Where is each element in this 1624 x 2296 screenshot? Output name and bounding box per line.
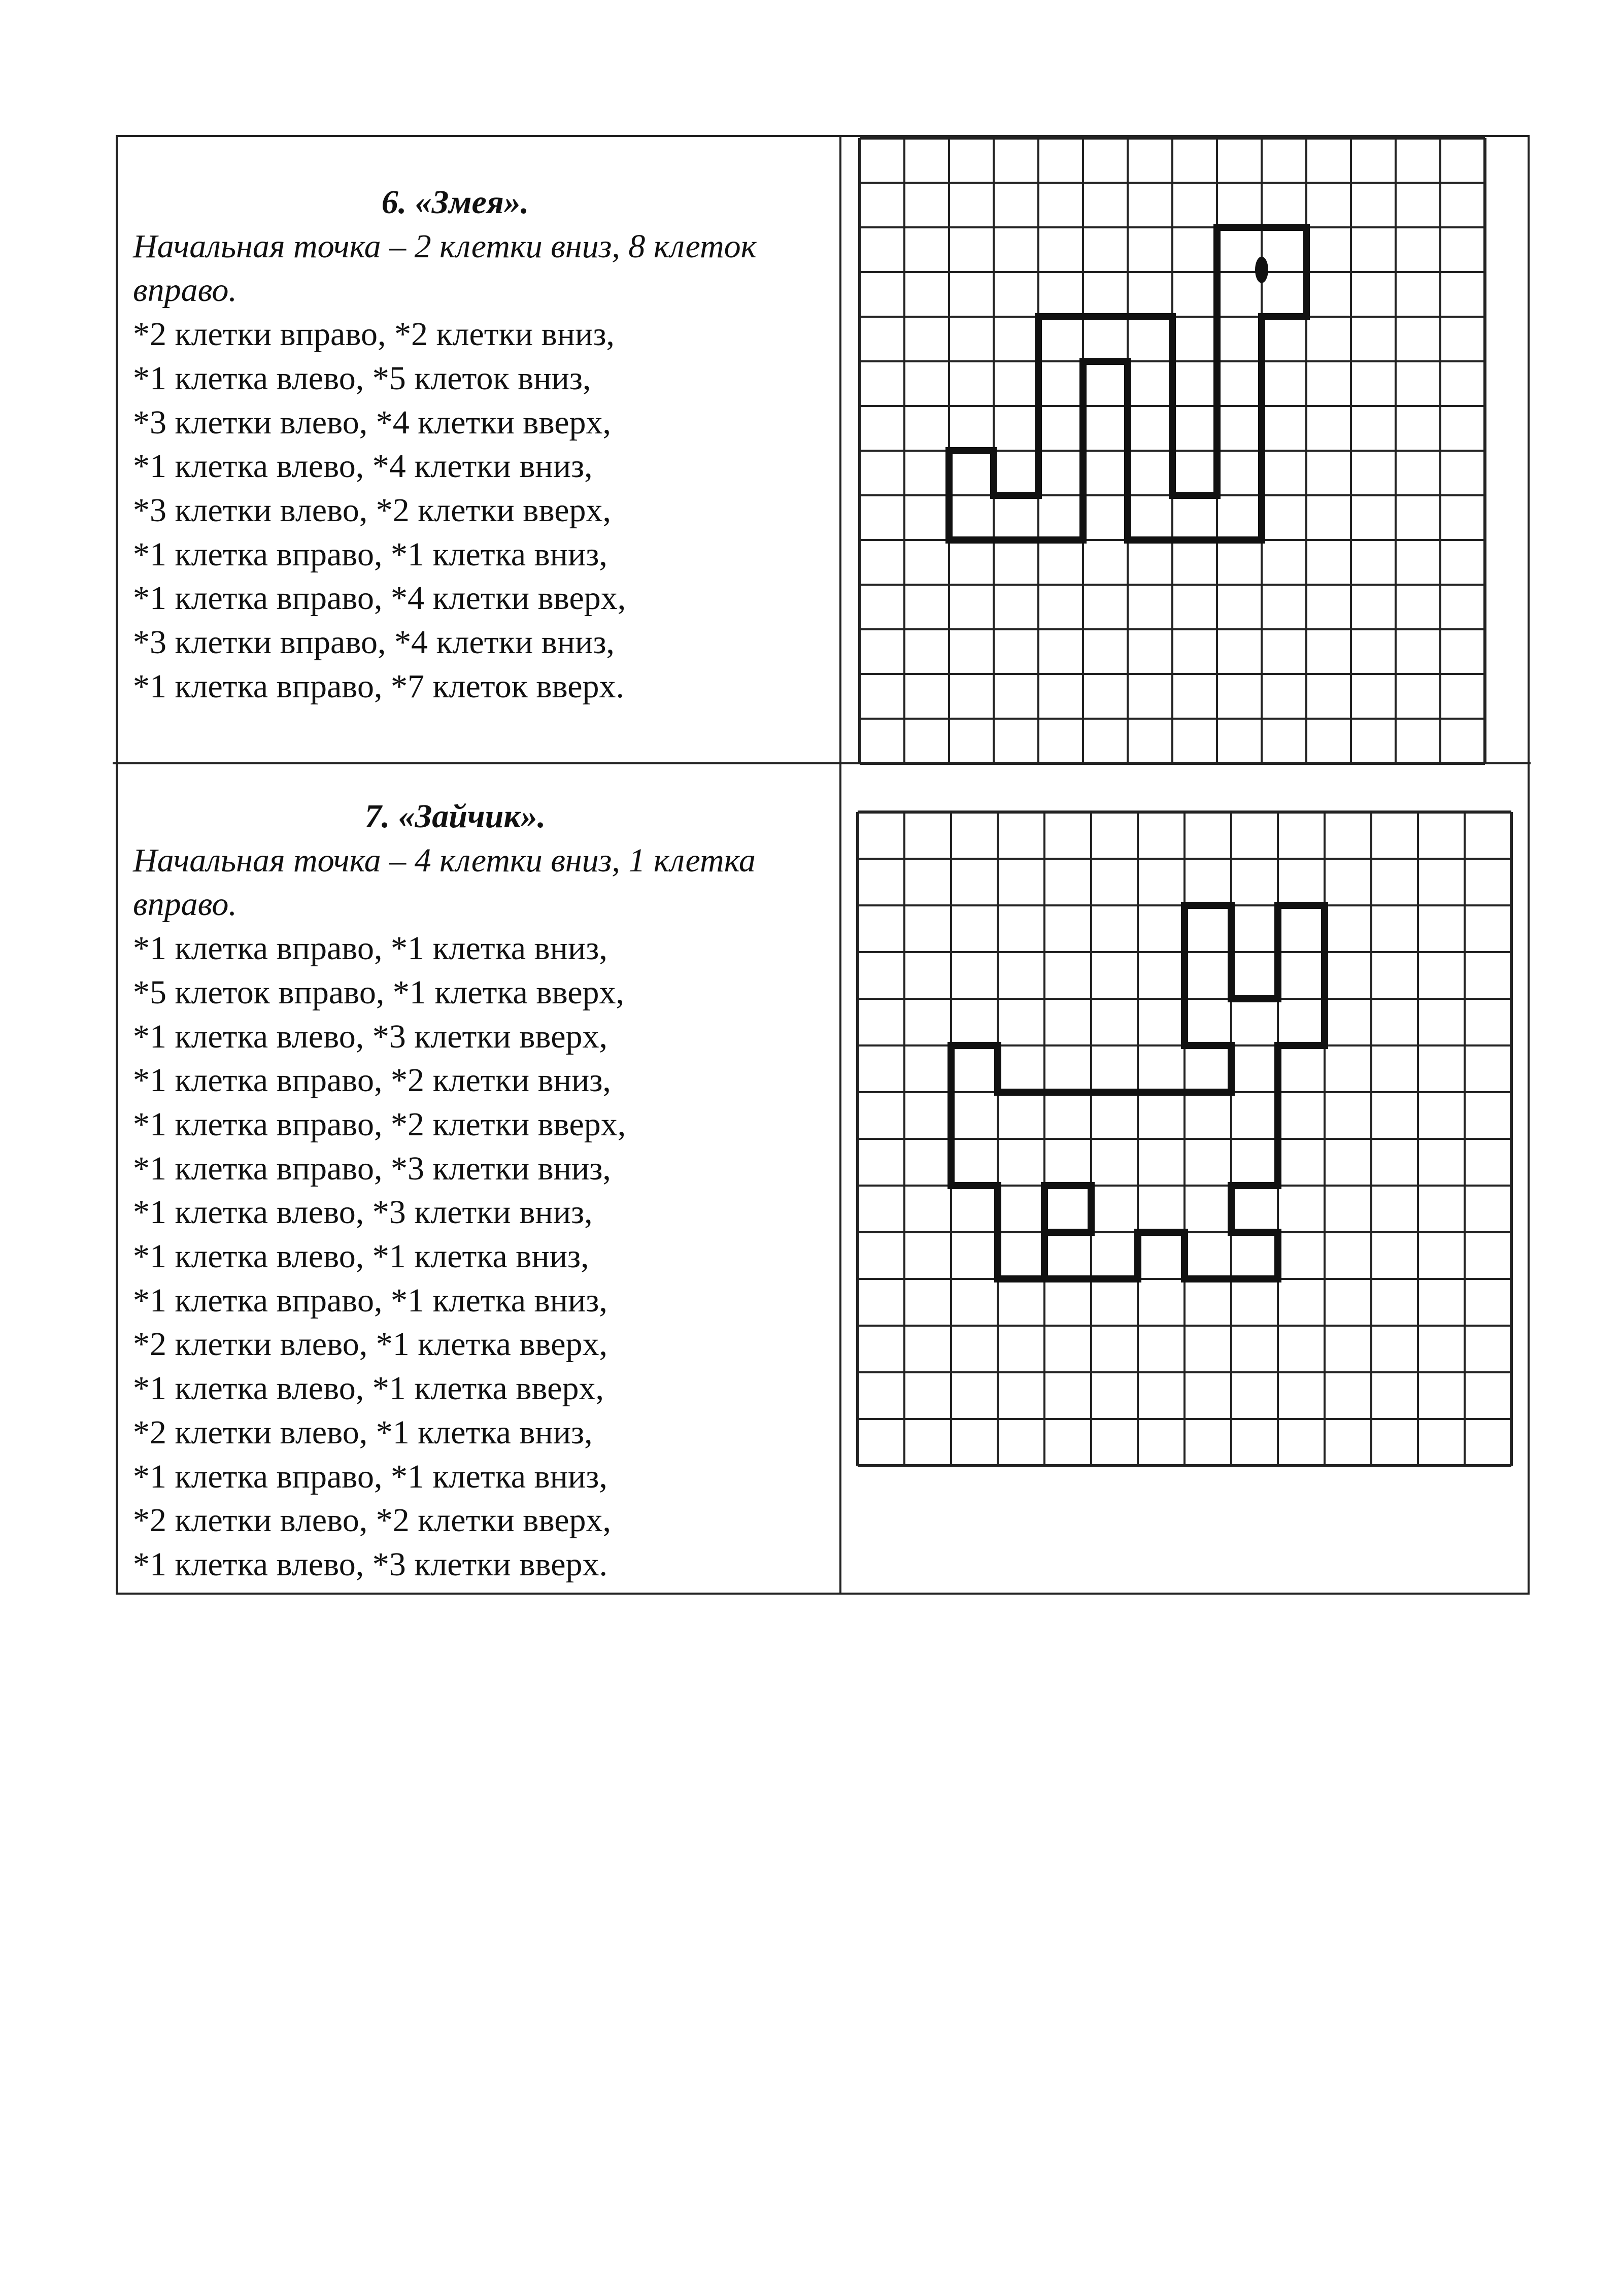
task-7-start-instruction: Начальная точка – 4 клетки вниз, 1 клетка вправо. xyxy=(133,841,756,923)
task-step: *1 клетка вправо, *1 клетка вниз, xyxy=(133,535,607,573)
task-step: *1 клетка вправо, *7 клеток вверх. xyxy=(133,667,625,705)
task-7-text-cell xyxy=(133,795,833,1587)
task-step: *1 клетка влево, *3 клетки вверх. xyxy=(133,1545,607,1583)
task-step: *1 клетка вправо, *4 клетки вверх, xyxy=(133,580,626,617)
table-column-divider xyxy=(839,135,841,1595)
task-step: *1 клетка вправо, *3 клетки вниз, xyxy=(133,1150,611,1187)
task-step: *5 клеток вправо, *1 клетка вверх, xyxy=(133,973,625,1011)
task-step: *1 клетка влево, *1 клетка вверх, xyxy=(133,1370,604,1407)
task-6-title: 6. «Змея». xyxy=(381,184,529,221)
task-step: *1 клетка вправо, *2 клетки вниз, xyxy=(133,1062,611,1099)
task-step: *1 клетка вправо, *1 клетка вниз, xyxy=(133,1281,607,1319)
task-step: *1 клетка влево, *3 клетки вниз, xyxy=(133,1194,593,1231)
task-step: *1 клетка влево, *5 клеток вниз, xyxy=(133,359,591,397)
snake-drawing-grid xyxy=(858,136,1487,765)
snake-eye xyxy=(1255,257,1268,283)
task-step: *1 клетка вправо, *1 клетка вниз, xyxy=(133,1458,607,1495)
task-step: *2 клетки вправо, *2 клетки вниз, xyxy=(133,316,615,353)
task-step: *2 клетки влево, *2 клетки вверх, xyxy=(133,1502,612,1539)
bunny-drawing-grid xyxy=(856,810,1515,1470)
task-step: *3 клетки влево, *2 клетки вверх, xyxy=(133,491,612,529)
task-step: *1 клетка вправо, *1 клетка вниз, xyxy=(133,930,607,967)
task-step: *2 клетки влево, *1 клетка вниз, xyxy=(133,1413,593,1451)
task-6-start-instruction: Начальная точка – 2 клетки вниз, 8 клеток вправо. xyxy=(133,227,757,309)
task-6-steps xyxy=(133,313,833,708)
task-step: *1 клетка влево, *4 клетки вниз, xyxy=(133,448,593,485)
task-step: *1 клетка вправо, *2 клетки вверх, xyxy=(133,1105,626,1143)
task-step: *3 клетки вправо, *4 клетки вниз, xyxy=(133,624,615,661)
task-step: *3 клетки влево, *4 клетки вверх, xyxy=(133,403,612,441)
task-step: *1 клетка влево, *1 клетка вниз, xyxy=(133,1238,589,1275)
task-7-steps xyxy=(133,927,833,1587)
task-6-text-cell xyxy=(133,181,833,708)
task-step: *2 клетки влево, *1 клетка вверх, xyxy=(133,1326,607,1363)
task-7-title: 7. «Зайчик». xyxy=(364,798,546,835)
task-step: *1 клетка влево, *3 клетки вверх, xyxy=(133,1018,607,1055)
